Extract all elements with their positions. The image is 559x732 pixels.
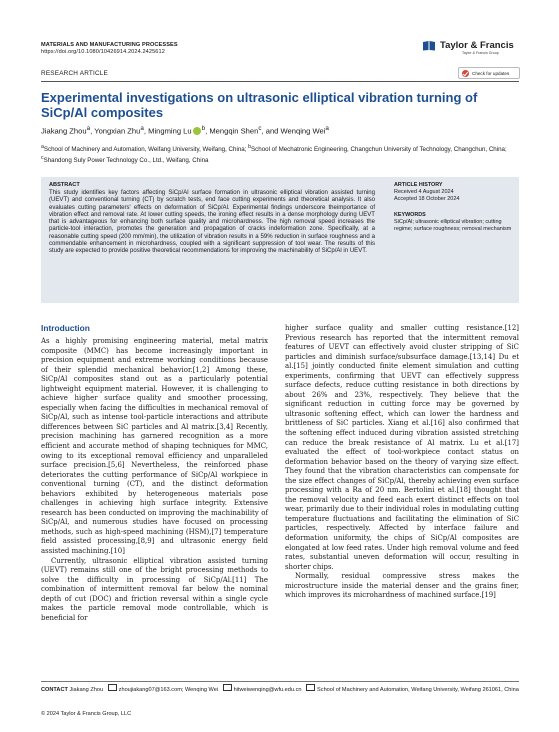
publisher-group: Taylor & Francis Group: [462, 51, 499, 55]
body-column-left: [41, 337, 268, 623]
author-4[interactable]: , Mengqin Shen: [205, 126, 259, 136]
article-type: RESEARCH ARTICLE: [41, 70, 109, 77]
orcid-icon[interactable]: [193, 127, 201, 135]
contact-name-1: Jiakang Zhou: [69, 687, 104, 693]
journal-doi[interactable]: https://doi.org/10.1080/10426914.2024.2425612: [41, 49, 165, 55]
paragraph: As a highly promising engineering material, metal matrix composite (MMC) has become increasingly important in precision equipment and extreme working conditions because of their splendid mechanical behavior.[1,2] Among these, SiCp/Al composites stand out as a particularly potential lightweight equipment material. However, it is challenging to achieve higher surface quality and smoother processing, especially when facing the difficulties in mechanical removal of SiCp/Al, such as intense tool-particle interactions and attribute differences between SiC particles and Al matrix.[3,4] Recently, precision machining has garnered recognition as a more efficient and accurate method of shaping techniques for MMC, owing to its exceptional removal efficiency and unparalleled surface precision.[5,6] Nevertheless, the reinforced phase deteriorates the cutting performance of SiCp/Al workpiece in conventional turning (CT), and the distinct deformation behaviors exhibited by heterogeneous materials pose challenges in achieving high surface integrity. Extensive research has been conducted on improving the machinability of SiCp/Al, and numerous studies have focused on processing methods, such as high-speed machining (HSM),[7] temperature field assisted processing,[8,9] and ultrasonic energy field assisted machining.[10]: [41, 337, 268, 556]
paragraph: Currently, ultrasonic elliptical vibration assisted turning (UEVT) remains still one of the bright processing methods to solve the difficulty in processing of SiCp/Al.[11] The combination of intermittent removal far below the nominal depth of cut (DOC) and friction reversal within a single cycle makes the particle removal mode controllable, which is beneficial for: [41, 556, 268, 622]
received-date: Received 4 August 2024: [394, 189, 454, 195]
author-list: [41, 125, 521, 136]
author-5-affil: a: [325, 125, 329, 132]
footer-divider: [41, 681, 519, 682]
address-icon: [306, 684, 315, 691]
keywords-text: SiCp/Al; ultrasonic elliptical vibration; cutting regime; surface roughness; removal mechanism: [394, 219, 512, 232]
email-icon: [108, 684, 117, 691]
article-title: Experimental investigations on ultrasonic elliptical vibration turning of SiCp/Al composites: [41, 90, 478, 120]
author-3-affil: b: [201, 125, 206, 132]
publisher-book-icon: [422, 40, 436, 51]
author-1[interactable]: Jiakang Zhou: [41, 126, 87, 136]
contact-name-2: ; Wenqing Wei: [181, 687, 219, 693]
author-3[interactable]: , Mingming Lu: [143, 126, 192, 136]
header-divider: [41, 81, 519, 82]
copyright: © 2024 Taylor & Francis Group, LLC: [41, 711, 132, 717]
author-1-affil: a: [86, 125, 91, 132]
body-column-right: [285, 324, 519, 601]
publisher-logo: [440, 40, 530, 55]
check-updates-icon: [462, 70, 469, 77]
abstract-text: This study identifies key factors affecting SiCp/Al surface formation in ultrasonic elliptical vibration assisted turning (UEVT) and conventional turning (CT) by scratch tests, end face cutting experiments and theoretical analysis. It also evaluates cutting parameters' effects on deformation of SiCp/Al. Experimental findings underscore theimportance of vibration effect and removal rate. At lower cutting speeds, the ironing effect results in a dense morphology during UEVT that is advantageous for enhancing both surface quality and microhardness. The high removal speed increases the particle-tool interaction, promotes the generation and propagation of cracks indeformation zone. Specifically, at a reasonable cutting speed (200 mm/min), the utilization of vibration results in a 59% reduction in surface roughness and a commendable enhancement in microhardness, coupled with a significant suppression of tool wear. The results of this study are expected to provide positive theoretical recommendations for improving the machinability of SiCp/Al in UEVT.: [49, 190, 375, 254]
journal-name: MATERIALS AND MANUFACTURING PROCESSES: [41, 42, 178, 48]
keywords-heading: KEYWORDS: [394, 212, 426, 218]
check-updates-label: Check for updates: [472, 70, 510, 76]
paragraph: Normally, residual compressive stress makes the microstructure inside the material denser and the grains finer, which improves its microhardness of machined surface.[19]: [285, 572, 519, 600]
author-2[interactable]: , Yongxian Zhu: [90, 126, 141, 136]
contact-info: [41, 684, 521, 695]
contact-label: CONTACT: [41, 687, 68, 693]
affil-b-marker: b: [248, 144, 252, 150]
journal-header: [41, 42, 178, 56]
publisher-name: Taylor & Francis: [440, 40, 514, 51]
contact-email-1[interactable]: zhoujiakang07@163.com: [118, 687, 182, 693]
article-history: [394, 189, 459, 203]
affil-c-marker: c: [41, 155, 44, 162]
author-2-affil: a: [140, 125, 144, 132]
abstract-heading: ABSTRACT: [49, 182, 80, 188]
accepted-date: Accepted 18 October 2024: [394, 196, 460, 202]
author-4-affil: c: [258, 125, 262, 132]
contact-address: School of Machinery and Automation, Weifang University, Weifang 261061, China: [317, 687, 519, 693]
email-icon: [223, 684, 232, 691]
paragraph: higher surface quality and smaller cutting resistance.[12] Previous research has reported that the intermittent removal features of UEVT can effectively avoid cluster stripping of SiC particles and diminish surface/subsurface damage.[13,14] Du et al.[15] jointly conducted finite element simulation and cutting experiments, confirming that UEVT can effectively suppress surface defects, reduce cutting resistance in both directions by about 26% and 23%, respectively. They believe that the significant reduction in cutting force may be governed by ultrasonic softening effect, which can lower the hardness and brittleness of SiC particles. Xiang et al.[16] also confirmed that the softening effect induced during vibration assisted stretching can reduce the break resistance of Al matrix. Lu et al.[17] evaluated the effect of tool-workpiece contact status on deformation behavior based on the theory of varying size effect. They found that the vibration characteristics can compensate for the size effect changes of SiCp/Al, thereby achieving even surface processing with a Ra of 20 nm. Bertolini et al.[18] thought that the removal velocity and feed each exert distinct effects on tool wear, primarily due to their individual roles in modulating cutting temperature fluctuations and facilitating the elimination of SiC particles, respectively. Affected by interface failure and deformation uniformity, the chips of SiCp/Al composites are elongated at low feed rates. Under high removal volume and feed rates, substantial uneven deformation will occur, resulting in shorter chips.: [285, 324, 519, 571]
affil-b: School of Mechatronic Engineering, Changchun University of Technology, Changchun, China;: [251, 146, 507, 154]
check-updates-button[interactable]: [458, 67, 520, 79]
affil-c: Shandong Suly Power Technology Co., Ltd., Weifang, China: [43, 157, 209, 165]
history-heading: ARTICLE HISTORY: [394, 182, 443, 188]
author-5[interactable]: , and Wenqing Wei: [261, 126, 326, 136]
section-heading-introduction: Introduction: [41, 323, 90, 333]
affil-a-marker: a: [41, 144, 44, 150]
affiliations: [41, 143, 521, 166]
affil-a: School of Machinery and Automation, Weifang University, Weifang, China;: [43, 146, 249, 154]
contact-email-2[interactable]: hitweiwenqing@wfu.edu.cn: [233, 687, 302, 693]
